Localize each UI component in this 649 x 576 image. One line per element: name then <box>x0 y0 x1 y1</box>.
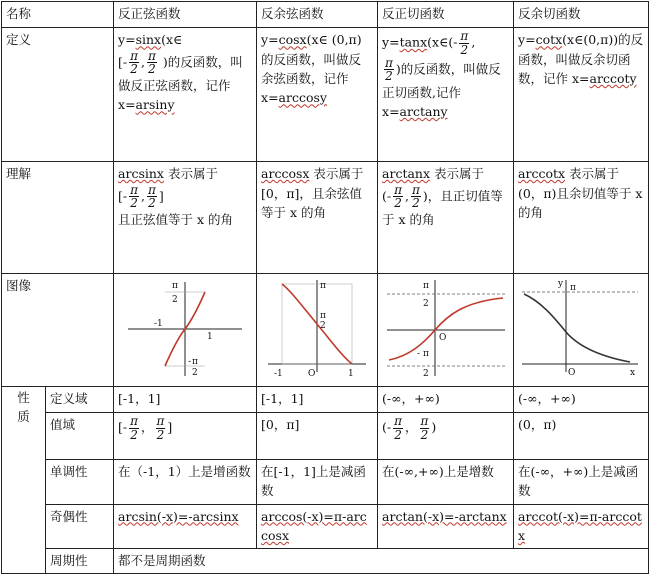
header-row <box>2 2 649 28</box>
understanding-arcsin <box>114 162 257 273</box>
header-arcsin: 反正弦函数 <box>114 2 257 28</box>
def-arctan-frac-1 <box>459 30 469 56</box>
def-arccos-x: x= <box>261 90 279 106</box>
label-pi-half: π <box>320 310 326 321</box>
frac-num: π <box>148 48 156 63</box>
def-arctan-frac-2 <box>384 57 394 83</box>
range-arccot: (0，π) <box>514 413 649 460</box>
parity-arccos-text: arccos(-x)=π-arccosx <box>261 508 367 544</box>
und-arctan-comma: , <box>405 188 409 204</box>
parity-arccot <box>514 504 649 549</box>
parity-arcsin-text: arcsin(-x)=-arcsinx <box>118 508 239 524</box>
def-arcsin-comma: , <box>141 54 145 70</box>
parity-row <box>2 504 649 549</box>
range-arctan-frac-1 <box>393 415 403 441</box>
label-two: 2 <box>320 320 326 331</box>
def-arccot-fn: cotx <box>535 32 563 48</box>
label-neg-two: 2 <box>192 367 198 378</box>
domain-arcsin: [-1，1] <box>114 387 257 413</box>
understanding-arccos <box>257 162 378 273</box>
und-arctan-frac-1 <box>393 184 403 210</box>
mono-arctan: 在(-∞,+∞)上是增数 <box>378 460 514 505</box>
frac-den: 2 <box>130 428 138 443</box>
range-arcsin-comma: ， <box>141 420 154 436</box>
domain-arctan: (-∞，+∞) <box>378 387 514 413</box>
label-neg-one: -1 <box>154 318 163 329</box>
label-pi: π <box>570 282 576 293</box>
def-arcsin-prefix: y= <box>118 32 136 48</box>
frac-num: π <box>460 29 469 44</box>
frac-den: 2 <box>420 428 429 443</box>
arcsin-graph <box>120 276 250 382</box>
header-name-label: 名称 <box>2 2 114 28</box>
und-arcsin-tail: 且正弦值等于 x 的角 <box>118 211 234 227</box>
definition-arccos <box>257 28 378 162</box>
def-arccos-name: arccosy <box>278 90 327 106</box>
parity-arcsin <box>114 504 257 549</box>
parity-arctan <box>378 504 514 549</box>
def-arcsin-fn: sinx <box>135 32 162 48</box>
def-arcsin-domain-open: (x∈ <box>161 32 183 48</box>
und-arccot-fn: arccotx <box>518 166 566 182</box>
und-arcsin-frac-2 <box>147 184 157 210</box>
row-label-understanding: 理解 <box>2 162 114 273</box>
label-origin: O <box>438 332 446 343</box>
label-pi: π <box>422 280 429 291</box>
range-arctan-close: ) <box>431 420 437 436</box>
row-label-periodicity: 周期性 <box>46 549 114 574</box>
row-label-monotonicity: 单调性 <box>46 460 114 505</box>
graph-arcsin <box>114 273 257 387</box>
definition-arccot <box>514 28 649 162</box>
def-arctan-text: )的反函数，叫做反正切函数,记作 <box>382 61 501 100</box>
def-arcsin-frac-2 <box>147 50 157 76</box>
def-arccot-prefix: y= <box>518 32 536 48</box>
frac-den: 2 <box>412 196 420 211</box>
frac-num: π <box>130 182 139 197</box>
und-arcsin-bracket: [- <box>118 188 128 204</box>
label-neg: - <box>188 356 192 367</box>
row-label-properties <box>2 387 46 574</box>
label-two: 2 <box>422 298 429 309</box>
def-arccos-text: (0,π)的反函数，叫做反余弦函数，记作 <box>261 32 362 87</box>
row-label-domain: 定义域 <box>46 387 114 413</box>
def-arccos-fn: cosx <box>278 32 307 48</box>
domain-arccos: [-1，1] <box>257 387 378 413</box>
range-arcsin-open: [- <box>118 420 128 436</box>
und-arcsin-fn: arcsinx <box>118 166 164 182</box>
graph-arccot <box>514 273 649 387</box>
understanding-arccot <box>514 162 649 273</box>
frac-num: π <box>394 414 403 429</box>
frac-den: 2 <box>385 69 393 84</box>
properties-label: 性质 <box>17 390 30 424</box>
monotonicity-row <box>2 460 649 505</box>
frac-den: 2 <box>156 428 165 443</box>
def-arcsin-frac-1 <box>129 50 139 76</box>
inverse-trig-table-sheet <box>1 1 648 574</box>
und-arctan-text: 表示属于 <box>434 166 485 182</box>
range-arctan-comma: ， <box>405 420 418 436</box>
understanding-arctan <box>378 162 514 273</box>
range-arcsin-frac-1 <box>129 415 139 441</box>
frac-den: 2 <box>148 62 156 77</box>
def-arctan-fn: tanx <box>399 34 428 50</box>
header-arccot: 反余切函数 <box>514 2 649 28</box>
arctan-curve <box>389 298 503 360</box>
label-x: x <box>630 367 636 378</box>
definition-arctan <box>378 28 514 162</box>
frac-den: 2 <box>130 62 138 77</box>
frac-den: 2 <box>460 42 469 57</box>
mono-arcsin: 在（-1，1）上是增函数 <box>114 460 257 505</box>
range-arcsin <box>114 413 257 460</box>
arctan-graph <box>383 276 509 382</box>
label-neg-pi: π <box>192 356 198 367</box>
frac-num: π <box>156 414 165 429</box>
row-label-parity: 奇偶性 <box>46 504 114 549</box>
graph-arccos <box>257 273 378 387</box>
frac-num: π <box>394 182 403 197</box>
frac-den: 2 <box>394 428 402 443</box>
row-label-definition: 定义 <box>2 28 114 162</box>
label-one: 1 <box>348 368 354 379</box>
def-arcsin-name: arsiny <box>135 97 175 113</box>
range-arctan-frac-2 <box>420 415 430 441</box>
range-arctan <box>378 413 514 460</box>
und-arctan-fn: arctanx <box>382 166 431 182</box>
def-arcsin-bracket: [- <box>118 54 128 70</box>
arccot-graph <box>518 276 644 382</box>
label-pi-top: π <box>320 280 326 291</box>
label-pi: π <box>172 280 178 291</box>
parity-arccos <box>257 504 378 549</box>
label-origin: O <box>568 367 576 378</box>
domain-row <box>2 387 649 413</box>
frac-den: 2 <box>130 196 138 211</box>
label-y: y <box>558 278 564 289</box>
header-arctan: 反正切函数 <box>378 2 514 28</box>
frac-den: 2 <box>148 196 156 211</box>
parity-arccot-text: arccot(-x)=π-arccotx <box>518 508 642 544</box>
label-one: 1 <box>207 331 213 342</box>
und-arcsin-text: 表示属于 <box>167 166 218 182</box>
label-origin: O <box>308 368 316 379</box>
graph-arctan <box>378 273 514 387</box>
frac-num: π <box>412 182 420 197</box>
frac-num: π <box>130 48 139 63</box>
mono-arccos: 在[-1，1]上是减函数 <box>257 460 378 505</box>
def-arccot-name: arccoty <box>589 71 637 87</box>
def-arcsin-text: )的反函数，叫做反正弦函数，记作 x= <box>118 54 243 113</box>
frac-num: π <box>385 55 393 70</box>
definition-row <box>2 28 649 162</box>
range-arcsin-close: ] <box>167 420 173 436</box>
def-arctan-name: arctany <box>399 104 448 120</box>
def-arctan-prefix: y= <box>382 34 400 50</box>
label-neg-two: 2 <box>422 368 429 379</box>
frac-num: π <box>420 414 429 429</box>
inverse-trig-table <box>1 1 649 574</box>
und-arccos-fn: arccosx <box>261 166 310 182</box>
periodicity-all: 都不是周期函数 <box>114 549 649 574</box>
range-arcsin-frac-2 <box>156 415 166 441</box>
frac-num: π <box>148 182 156 197</box>
und-arccot-text: 表示属于(0，π)且余切值等于 x 的角 <box>518 166 643 220</box>
und-arctan-frac-2 <box>411 184 421 210</box>
parity-arctan-text: arctan(-x)=-arctanx <box>382 508 507 524</box>
def-arccos-prefix: y= <box>261 32 279 48</box>
understanding-row <box>2 162 649 273</box>
und-arcsin-comma: , <box>141 188 145 204</box>
range-arccos: [0，π] <box>257 413 378 460</box>
und-arctan-tail: )，且正切值等于 x 的角 <box>382 188 503 227</box>
label-neg: - <box>416 348 420 359</box>
def-arctan-domain-open: (x∈(- <box>427 34 458 50</box>
und-arctan-bracket: (- <box>382 188 392 204</box>
frac-den: 2 <box>394 196 402 211</box>
arccot-curve <box>524 294 630 362</box>
row-label-range: 值域 <box>46 413 114 460</box>
label-neg-one: -1 <box>274 368 283 379</box>
def-arccos-domain-open: (x∈ <box>306 32 328 48</box>
header-arccos: 反余弦函数 <box>257 2 378 28</box>
def-arccot-text: (x∈(0,π))的反函数，叫做反余切函数，记作 x= <box>518 32 644 87</box>
frac-num: π <box>130 414 139 429</box>
und-arcsin-close: ] <box>158 188 164 204</box>
range-arctan-open: (- <box>382 420 392 436</box>
def-arctan-x: x= <box>382 104 400 120</box>
und-arccos-text: 表示属于[0，π]，且余弦值等于 x 的角 <box>261 166 364 220</box>
definition-arcsin <box>114 28 257 162</box>
label-two: 2 <box>172 294 178 305</box>
range-row <box>2 413 649 460</box>
domain-arccot: (-∞，+∞) <box>514 387 649 413</box>
row-label-graph: 图像 <box>2 273 114 387</box>
und-arcsin-frac-1 <box>129 184 139 210</box>
arccos-graph <box>262 276 372 382</box>
label-neg-pi: π <box>422 348 429 359</box>
def-arctan-comma: , <box>471 34 476 50</box>
graph-row <box>2 273 649 387</box>
periodicity-row <box>2 549 649 574</box>
mono-arccot: 在(-∞，+∞)上是减函数 <box>514 460 649 505</box>
